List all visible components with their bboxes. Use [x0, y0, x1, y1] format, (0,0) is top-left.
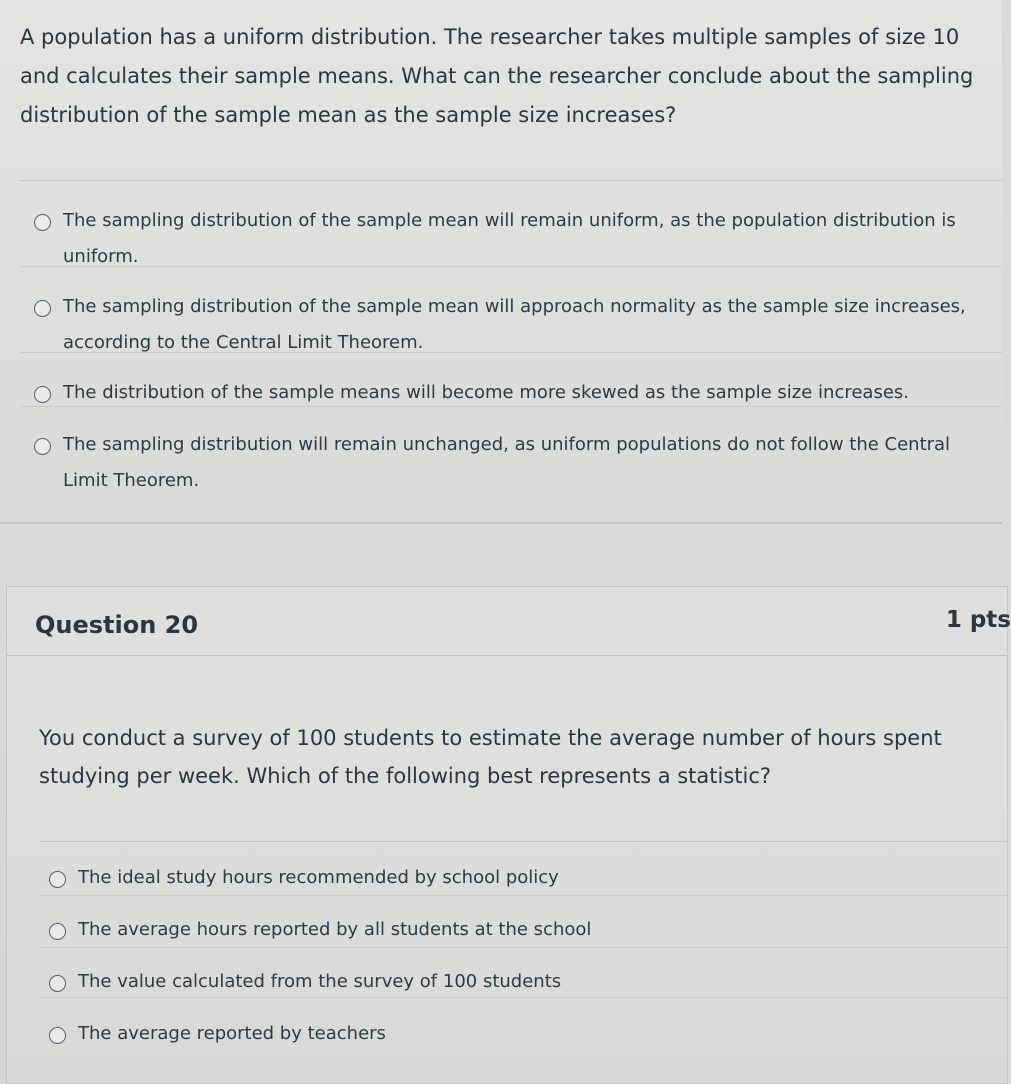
radio-button[interactable] [34, 300, 51, 317]
answer-label: The sampling distribution of the sample mean will approach normality as the sample size increases, according to the Central Limit Theorem. [63, 296, 966, 353]
divider [20, 406, 1002, 407]
divider [20, 266, 1002, 267]
radio-button[interactable] [34, 438, 51, 455]
question-19-text: A population has a uniform distribution. The researcher takes multiple samples of size 10 and calculates their sample means. What can the researcher conclude about the sampling distribution of the sample mean as the sample size increases? [20, 25, 974, 127]
answer-label: The distribution of the sample means will become more skewed as the sample size increases. [63, 382, 909, 403]
radio-button[interactable] [34, 214, 51, 231]
answer-option-q20-1[interactable] [49, 867, 987, 896]
divider [20, 352, 1002, 353]
answer-label: The average reported by teachers [78, 1023, 386, 1044]
answer-label: The value calculated from the survey of 100 students [78, 971, 562, 992]
answer-label: The sampling distribution will remain unchanged, as uniform populations do not follow the Central Limit Theorem. [63, 434, 951, 491]
answer-option-q20-3[interactable] [49, 971, 987, 1000]
answer-label: The ideal study hours recommended by school policy [78, 867, 559, 888]
answer-option-q20-4[interactable] [49, 1023, 987, 1052]
divider [39, 895, 1007, 896]
radio-button[interactable] [49, 975, 66, 992]
question-points: 1 pts [945, 607, 1011, 633]
question-title: Question 20 [35, 611, 199, 639]
question-20-text: You conduct a survey of 100 students to estimate the average number of hours spent studying per week. Which of the following best represents a statistic? [39, 726, 942, 788]
divider [20, 180, 1002, 181]
divider [39, 997, 1007, 998]
answer-option-q20-2[interactable] [49, 919, 987, 948]
answer-label: The sampling distribution of the sample mean will remain uniform, as the population distribution is uniform. [63, 210, 956, 267]
question-20-card [6, 586, 1011, 1084]
divider [39, 841, 1007, 842]
radio-button[interactable] [34, 386, 51, 403]
radio-button[interactable] [49, 1027, 66, 1044]
question-header [7, 587, 1011, 656]
answer-label: The average hours reported by all students at the school [78, 919, 592, 940]
answer-option-q19-4[interactable] [34, 434, 982, 499]
divider [39, 947, 1007, 948]
radio-button[interactable] [49, 871, 66, 888]
question-19-card [0, 0, 1002, 524]
radio-button[interactable] [49, 923, 66, 940]
